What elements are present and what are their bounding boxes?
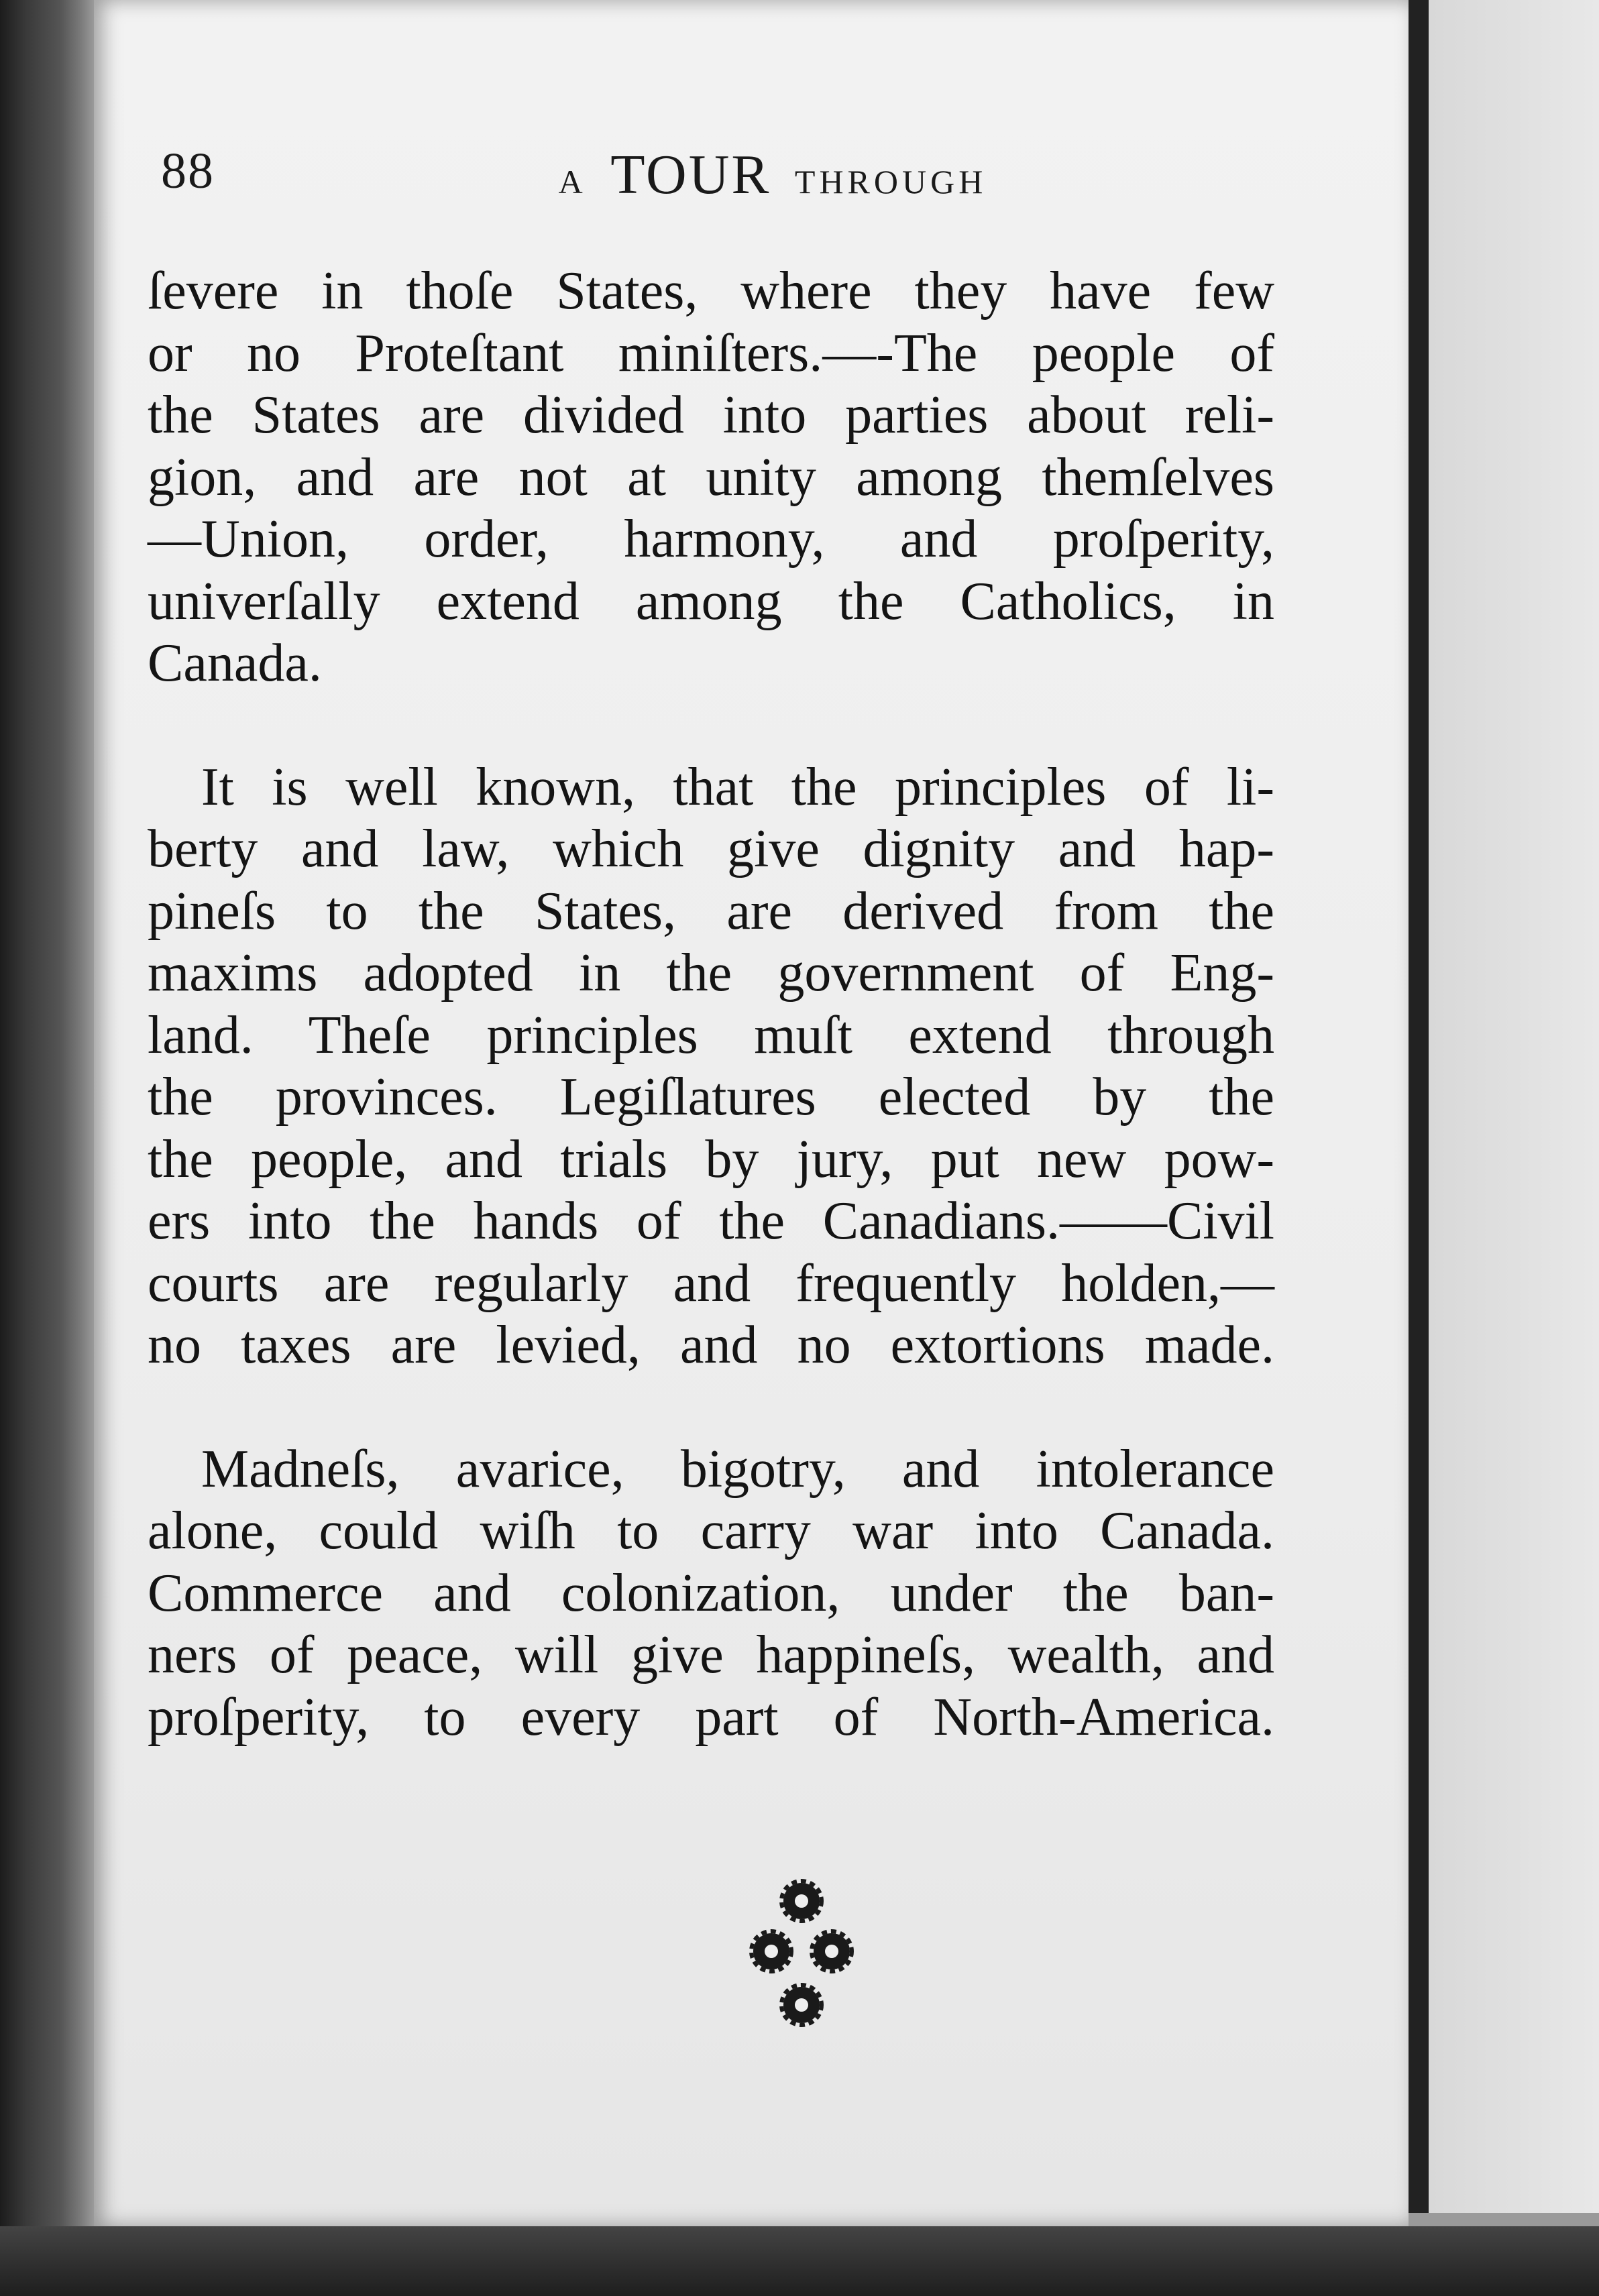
text-line: land. Theſe principles muſt extend through xyxy=(148,1005,1274,1065)
scan-bottom-edge xyxy=(0,2226,1599,2296)
book-gutter xyxy=(1409,0,1429,2213)
text-line: no taxes are levied, and no extortions made. xyxy=(148,1316,1274,1375)
text-line: berty and law, which give dignity and hap- xyxy=(148,819,1274,878)
text-line: It is well known, that the principles of li- xyxy=(201,757,1274,817)
text-line: the people, and trials by jury, put new pow- xyxy=(148,1129,1274,1189)
running-head-main-word: TOUR xyxy=(610,144,771,206)
text-line: ers into the hands of the Canadians.——Civil xyxy=(148,1192,1274,1251)
running-head-trailing-word: THROUGH xyxy=(794,163,987,200)
text-line: ſevere in thoſe States, where they have few xyxy=(148,262,1274,321)
text-line: or no Proteſtant miniſters.—-The people of xyxy=(148,323,1274,383)
body-text xyxy=(148,260,1274,1748)
paragraph-gap xyxy=(148,695,1274,756)
text-line: pineſs to the States, are derived from the xyxy=(148,881,1274,941)
text-line: proſperity, to every part of North-America. xyxy=(148,1687,1274,1747)
paragraph-3 xyxy=(148,1438,1274,1749)
facing-page-edge xyxy=(1429,0,1599,2213)
floral-ornament-icon xyxy=(745,1878,859,2032)
paragraph-gap xyxy=(148,1377,1274,1438)
text-line: courts are regularly and frequently holden,— xyxy=(148,1253,1274,1313)
page-number: 88 xyxy=(161,143,215,199)
text-line: Canada. xyxy=(148,634,322,693)
text-line: Commerce and colonization, under the ban- xyxy=(148,1563,1274,1623)
text-line: univerſally extend among the Catholics, in xyxy=(148,571,1274,631)
text-line: gion, and are not at unity among themſelves xyxy=(148,447,1274,507)
text-line: the provinces. Legiſlatures elected by the xyxy=(148,1068,1274,1127)
paragraph-2 xyxy=(148,756,1274,1377)
text-line: alone, could wiſh to carry war into Canada. xyxy=(148,1501,1274,1560)
running-head-article: A xyxy=(558,163,587,200)
text-line: the States are divided into parties about reli- xyxy=(148,386,1274,445)
text-line: Madneſs, avarice, bigotry, and intolerance xyxy=(201,1439,1274,1499)
text-line: —Union, order, harmony, and proſperity, xyxy=(148,510,1274,569)
paragraph-1 xyxy=(148,260,1274,695)
text-line: ners of peace, will give happineſs, wealth, and xyxy=(148,1625,1274,1684)
running-head-title xyxy=(0,142,1599,207)
text-line: maxims adopted in the government of Eng- xyxy=(148,943,1274,1002)
